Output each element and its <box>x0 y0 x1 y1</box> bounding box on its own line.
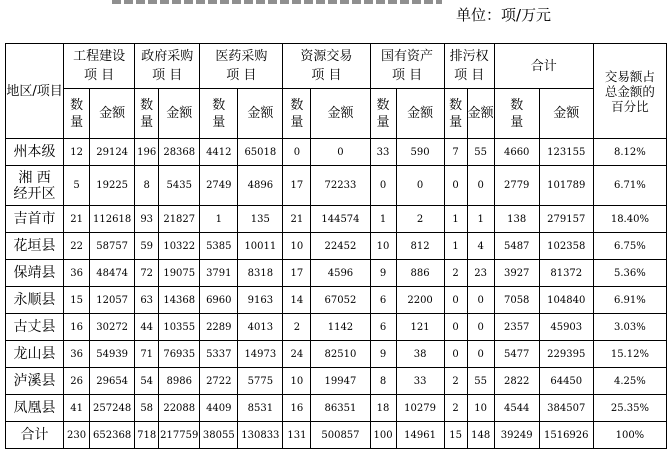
qty-header: 数 量 <box>444 89 467 139</box>
cell: 144574 <box>311 206 370 233</box>
qty-header: 数 量 <box>283 89 311 139</box>
cell: 6.75% <box>593 233 666 260</box>
cell: 0 <box>311 139 370 166</box>
cell: 1 <box>444 206 467 233</box>
cell: 6 <box>370 314 396 341</box>
cell: 10355 <box>159 314 200 341</box>
cell: 8318 <box>238 260 283 287</box>
cell: 2357 <box>494 314 539 341</box>
cell: 5477 <box>494 341 539 368</box>
cell: 0 <box>467 314 494 341</box>
cell: 0 <box>396 166 444 206</box>
cell: 4.25% <box>593 368 666 395</box>
cell: 26 <box>64 368 90 395</box>
cell: 1 <box>370 206 396 233</box>
cell: 36 <box>64 341 90 368</box>
cell: 1 <box>200 206 238 233</box>
region-name: 州本级 <box>6 139 64 166</box>
cell: 21 <box>283 206 311 233</box>
cell: 10279 <box>396 395 444 422</box>
cell: 72233 <box>311 166 370 206</box>
cell: 55 <box>467 139 494 166</box>
cell: 100 <box>370 422 396 449</box>
group-header-emission-rights: 排污权 项 目 <box>444 44 494 89</box>
cell: 18 <box>370 395 396 422</box>
cell: 2 <box>444 260 467 287</box>
cell: 19225 <box>90 166 135 206</box>
cell: 4596 <box>311 260 370 287</box>
cell: 9 <box>370 260 396 287</box>
cell: 130833 <box>238 422 283 449</box>
cell: 279157 <box>539 206 593 233</box>
cell: 217759 <box>159 422 200 449</box>
cell: 23 <box>467 260 494 287</box>
unit-label: 单位：项/万元 <box>456 6 552 24</box>
table-row <box>6 139 667 166</box>
cell: 112618 <box>90 206 135 233</box>
cell: 59 <box>135 233 159 260</box>
amount-header: 金额 <box>90 89 135 139</box>
cell: 2200 <box>396 287 444 314</box>
cell: 0 <box>444 314 467 341</box>
cell: 10 <box>467 395 494 422</box>
cell: 5385 <box>200 233 238 260</box>
cell: 148 <box>467 422 494 449</box>
cell: 6960 <box>200 287 238 314</box>
cell: 5 <box>64 166 90 206</box>
cell: 65018 <box>238 139 283 166</box>
cell: 39249 <box>494 422 539 449</box>
region-name: 古丈县 <box>6 314 64 341</box>
cell: 1 <box>467 206 494 233</box>
cell: 38055 <box>200 422 238 449</box>
group-header-row <box>6 44 667 89</box>
cell: 72 <box>135 260 159 287</box>
cell: 104840 <box>539 287 593 314</box>
cell: 12 <box>64 139 90 166</box>
cell: 30272 <box>90 314 135 341</box>
cell: 2 <box>444 395 467 422</box>
cell: 0 <box>467 341 494 368</box>
cell: 54939 <box>90 341 135 368</box>
cell: 9 <box>370 341 396 368</box>
table-row <box>6 233 667 260</box>
cell: 4013 <box>238 314 283 341</box>
cell: 44 <box>135 314 159 341</box>
cell: 45903 <box>539 314 593 341</box>
group-header-state-assets: 国有资产 项 目 <box>370 44 444 89</box>
cell: 15 <box>64 287 90 314</box>
cell: 17 <box>283 166 311 206</box>
table-row <box>6 368 667 395</box>
corner-header: 地区/项目 <box>6 44 64 139</box>
cell: 5.36% <box>593 260 666 287</box>
cell: 2749 <box>200 166 238 206</box>
table-row <box>6 314 667 341</box>
cell: 5775 <box>238 368 283 395</box>
cell: 14 <box>283 287 311 314</box>
percent-header: 交易额占 总金额的 百分比 <box>593 44 666 139</box>
table-row <box>6 166 667 206</box>
cell: 2 <box>444 368 467 395</box>
region-name: 龙山县 <box>6 341 64 368</box>
cell: 8986 <box>159 368 200 395</box>
region-name: 吉首市 <box>6 206 64 233</box>
cell: 101789 <box>539 166 593 206</box>
cell: 14973 <box>238 341 283 368</box>
cell: 71 <box>135 341 159 368</box>
group-header-procurement: 政府采购 项 目 <box>135 44 200 89</box>
cell: 24 <box>283 341 311 368</box>
cell: 8.12% <box>593 139 666 166</box>
cell: 590 <box>396 139 444 166</box>
cell: 0 <box>444 341 467 368</box>
cell: 2779 <box>494 166 539 206</box>
cell: 2822 <box>494 368 539 395</box>
cell: 812 <box>396 233 444 260</box>
cell: 58 <box>135 395 159 422</box>
cell: 7058 <box>494 287 539 314</box>
cell: 38 <box>396 341 444 368</box>
cell: 29654 <box>90 368 135 395</box>
region-name: 泸溪县 <box>6 368 64 395</box>
cell: 19947 <box>311 368 370 395</box>
cell: 0 <box>444 287 467 314</box>
cell: 9163 <box>238 287 283 314</box>
cell: 8 <box>370 368 396 395</box>
cell: 4896 <box>238 166 283 206</box>
cell: 229395 <box>539 341 593 368</box>
cell: 55 <box>467 368 494 395</box>
region-name: 保靖县 <box>6 260 64 287</box>
cell: 3791 <box>200 260 238 287</box>
cell: 1 <box>444 233 467 260</box>
cell: 0 <box>283 139 311 166</box>
cropped-title-fragment <box>0 0 672 8</box>
cell: 123155 <box>539 139 593 166</box>
amount-header: 金额 <box>238 89 283 139</box>
cell: 18.40% <box>593 206 666 233</box>
cell: 6.71% <box>593 166 666 206</box>
amount-header: 金额 <box>396 89 444 139</box>
cell: 100% <box>593 422 666 449</box>
cell: 22088 <box>159 395 200 422</box>
cell: 121 <box>396 314 444 341</box>
cell: 384507 <box>539 395 593 422</box>
cell: 4412 <box>200 139 238 166</box>
cell: 6.91% <box>593 287 666 314</box>
cell: 8531 <box>238 395 283 422</box>
cell: 58757 <box>90 233 135 260</box>
cell: 76935 <box>159 341 200 368</box>
cell: 54 <box>135 368 159 395</box>
cell: 19075 <box>159 260 200 287</box>
cell: 14368 <box>159 287 200 314</box>
cell: 5337 <box>200 341 238 368</box>
cell: 86351 <box>311 395 370 422</box>
cell: 15 <box>444 422 467 449</box>
cell: 1142 <box>311 314 370 341</box>
cell: 2 <box>283 314 311 341</box>
cell: 0 <box>444 166 467 206</box>
cell: 33 <box>396 368 444 395</box>
group-header-medicine: 医药采购 项 目 <box>200 44 283 89</box>
total-row <box>6 422 667 449</box>
amount-header: 金额 <box>467 89 494 139</box>
cell: 257248 <box>90 395 135 422</box>
cell: 6 <box>370 287 396 314</box>
cell: 2289 <box>200 314 238 341</box>
qty-header: 数 量 <box>494 89 539 139</box>
cell: 2 <box>396 206 444 233</box>
cell: 41 <box>64 395 90 422</box>
cell: 10322 <box>159 233 200 260</box>
cell: 93 <box>135 206 159 233</box>
cell: 22 <box>64 233 90 260</box>
table-row <box>6 341 667 368</box>
cell: 10 <box>283 368 311 395</box>
cell: 21 <box>64 206 90 233</box>
region-name: 花垣县 <box>6 233 64 260</box>
cell: 135 <box>238 206 283 233</box>
qty-header: 数 量 <box>200 89 238 139</box>
table-row <box>6 206 667 233</box>
cell: 500857 <box>311 422 370 449</box>
table-row <box>6 260 667 287</box>
cell: 138 <box>494 206 539 233</box>
qty-header: 数 量 <box>64 89 90 139</box>
cell: 16 <box>64 314 90 341</box>
cell: 12057 <box>90 287 135 314</box>
cell: 64450 <box>539 368 593 395</box>
cell: 10011 <box>238 233 283 260</box>
total-label: 合计 <box>6 422 64 449</box>
region-name: 湘 西 经开区 <box>6 166 64 206</box>
cell: 0 <box>370 166 396 206</box>
cell: 3927 <box>494 260 539 287</box>
cell: 17 <box>283 260 311 287</box>
cell: 29124 <box>90 139 135 166</box>
cell: 718 <box>135 422 159 449</box>
cell: 5435 <box>159 166 200 206</box>
cell: 102358 <box>539 233 593 260</box>
table-row <box>6 395 667 422</box>
qty-header: 数 量 <box>370 89 396 139</box>
cell: 36 <box>64 260 90 287</box>
cell: 81372 <box>539 260 593 287</box>
sub-header-row <box>6 89 667 139</box>
cell: 230 <box>64 422 90 449</box>
cell: 886 <box>396 260 444 287</box>
amount-header: 金额 <box>311 89 370 139</box>
cell: 48474 <box>90 260 135 287</box>
qty-header: 数量 <box>135 89 159 139</box>
cell: 10 <box>283 233 311 260</box>
group-header-total: 合计 <box>494 44 593 89</box>
cell: 82510 <box>311 341 370 368</box>
cell: 28368 <box>159 139 200 166</box>
cell: 4 <box>467 233 494 260</box>
region-name: 凤凰县 <box>6 395 64 422</box>
cell: 1516926 <box>539 422 593 449</box>
cell: 5487 <box>494 233 539 260</box>
cell: 7 <box>444 139 467 166</box>
group-header-construction: 工程建设 项 目 <box>64 44 135 89</box>
cell: 16 <box>283 395 311 422</box>
cell: 15.12% <box>593 341 666 368</box>
cell: 0 <box>467 287 494 314</box>
cell: 3.03% <box>593 314 666 341</box>
cell: 8 <box>135 166 159 206</box>
cell: 4660 <box>494 139 539 166</box>
amount-header: 金额 <box>159 89 200 139</box>
cell: 63 <box>135 287 159 314</box>
cell: 21827 <box>159 206 200 233</box>
table-row <box>6 287 667 314</box>
cell: 131 <box>283 422 311 449</box>
cell: 2722 <box>200 368 238 395</box>
cell: 196 <box>135 139 159 166</box>
cell: 14961 <box>396 422 444 449</box>
cell: 25.35% <box>593 395 666 422</box>
cell: 0 <box>467 166 494 206</box>
cell: 4409 <box>200 395 238 422</box>
region-name: 永顺县 <box>6 287 64 314</box>
amount-header: 金额 <box>539 89 593 139</box>
cell: 10 <box>370 233 396 260</box>
cell: 652368 <box>90 422 135 449</box>
group-header-resources: 资源交易 项 目 <box>283 44 370 89</box>
cell: 33 <box>370 139 396 166</box>
transaction-table <box>5 43 667 449</box>
cell: 22452 <box>311 233 370 260</box>
cell: 67052 <box>311 287 370 314</box>
cell: 4544 <box>494 395 539 422</box>
